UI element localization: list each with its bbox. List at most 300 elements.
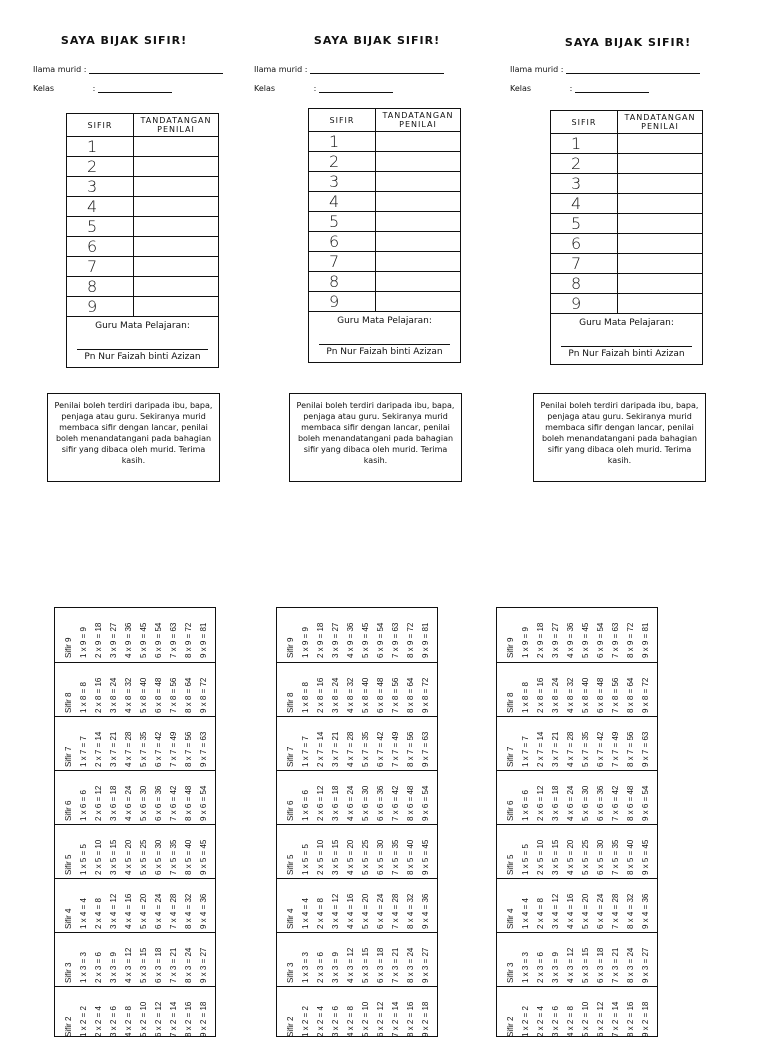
table-line: 6 x 6 = 36 [376,785,385,821]
table-line: 2 x 5 = 10 [536,839,545,875]
table-line: 7 x 3 = 21 [169,947,178,983]
table-line: 3 x 7 = 21 [331,731,340,767]
times-table-text [277,879,437,933]
table-line: 8 x 8 = 64 [406,677,415,713]
table-line: 1 x 2 = 2 [79,1006,88,1037]
times-table-block [55,716,215,770]
sign-cell[interactable] [618,214,703,234]
times-table-strip-1 [54,607,216,1037]
table-line: 4 x 2 = 8 [346,1006,355,1037]
times-table-block [55,608,215,662]
table-line: 5 x 7 = 35 [139,731,148,767]
table-title: Sifir 8 [286,692,295,713]
teacher-label: Guru Mata Pelajaran: [579,318,674,328]
table-line: 7 x 3 = 21 [391,947,400,983]
sign-cell[interactable] [376,252,461,272]
table-line: 5 x 8 = 40 [361,677,370,713]
sign-cell[interactable] [134,277,219,297]
table-line: 3 x 4 = 12 [109,893,118,929]
table-line: 2 x 6 = 12 [316,785,325,821]
table-line: 1 x 3 = 3 [301,952,310,983]
assessor-note: Penilai boleh terdiri daripada ibu, bapa, penjaga atau guru. Sekiranya murid membaca sifir dengan lancar, penilai boleh menandatangani pada bahagian sifir yang dibaca oleh murid. Terima kasih. [289,393,462,482]
table-line: 2 x 4 = 8 [94,898,103,929]
row-number: 1 [67,137,134,157]
sign-cell[interactable] [134,257,219,277]
table-line: 3 x 3 = 9 [109,952,118,983]
table-line: 4 x 6 = 24 [346,785,355,821]
table-line: 5 x 9 = 45 [581,622,590,658]
table-line: 4 x 6 = 24 [566,785,575,821]
table-line: 7 x 5 = 35 [611,839,620,875]
sign-cell[interactable] [618,154,703,174]
row-number: 8 [551,274,618,294]
table-line: 1 x 3 = 3 [521,952,530,983]
sign-cell[interactable] [618,194,703,214]
teacher-box [551,314,703,365]
table-line: 1 x 8 = 8 [301,682,310,713]
row-number: 6 [551,234,618,254]
sign-cell[interactable] [134,297,219,317]
table-line: 5 x 4 = 20 [581,893,590,929]
table-line: 3 x 4 = 12 [551,893,560,929]
table-line: 9 x 9 = 81 [199,622,208,658]
table-line: 5 x 3 = 15 [361,947,370,983]
sign-cell[interactable] [376,192,461,212]
table-line: 4 x 9 = 36 [346,622,355,658]
times-table-block [497,716,657,770]
table-line: 5 x 5 = 25 [139,839,148,875]
table-title: Sifir 8 [64,692,73,713]
table-line: 6 x 5 = 30 [376,839,385,875]
times-table-text [277,933,437,987]
times-table-block [497,932,657,986]
table-line: 1 x 9 = 9 [79,627,88,658]
times-table-block [277,608,437,662]
times-table-block [277,878,437,932]
table-line: 6 x 4 = 24 [376,893,385,929]
table-line: 9 x 8 = 72 [421,677,430,713]
table-line: 1 x 8 = 8 [79,682,88,713]
table-line: 2 x 5 = 10 [94,839,103,875]
table-line: 3 x 9 = 27 [551,622,560,658]
table-line: 5 x 7 = 35 [581,731,590,767]
row-number: 4 [67,197,134,217]
times-table-text [497,879,657,933]
table-line: 5 x 9 = 45 [139,622,148,658]
class-input-line[interactable] [98,85,172,93]
table-line: 7 x 9 = 63 [391,622,400,658]
class-input-line[interactable] [319,85,393,93]
table-line: 8 x 2 = 16 [184,1001,193,1037]
table-line: 9 x 9 = 81 [421,622,430,658]
sign-cell[interactable] [376,172,461,192]
times-table-block [277,824,437,878]
row-number: 1 [551,134,618,154]
row-number: 6 [67,237,134,257]
worksheet-title: SAYA BIJAK SIFIR! [313,34,441,47]
table-line: 9 x 4 = 36 [641,893,650,929]
times-table-text [55,987,215,1041]
table-line: 9 x 3 = 27 [641,947,650,983]
sign-cell[interactable] [134,157,219,177]
table-line: 1 x 5 = 5 [301,844,310,875]
table-line: 2 x 7 = 14 [536,731,545,767]
times-table-block [277,932,437,986]
table-line: 7 x 6 = 42 [391,785,400,821]
sign-cell[interactable] [376,272,461,292]
table-line: 5 x 4 = 20 [361,893,370,929]
table-line: 1 x 7 = 7 [521,736,530,767]
table-line: 3 x 4 = 12 [331,893,340,929]
times-table-text [277,717,437,771]
table-line: 4 x 7 = 28 [124,731,133,767]
times-table-text [55,717,215,771]
table-line: 4 x 3 = 12 [346,947,355,983]
table-line: 6 x 7 = 42 [596,731,605,767]
table-line: 8 x 4 = 32 [406,893,415,929]
table-line: 3 x 9 = 27 [331,622,340,658]
table-line: 3 x 5 = 15 [551,839,560,875]
table-line: 7 x 7 = 49 [611,731,620,767]
table-line: 7 x 2 = 14 [611,1001,620,1037]
table-line: 9 x 3 = 27 [421,947,430,983]
table-line: 2 x 2 = 4 [536,1006,545,1037]
table-line: 4 x 8 = 32 [346,677,355,713]
table-line: 9 x 6 = 54 [199,785,208,821]
table-line: 7 x 5 = 35 [391,839,400,875]
sign-cell[interactable] [134,177,219,197]
times-table-text [497,771,657,825]
table-line: 3 x 8 = 24 [551,677,560,713]
name-field [254,65,444,74]
sign-cell[interactable] [376,152,461,172]
table-line: 1 x 5 = 5 [521,844,530,875]
sign-cell[interactable] [618,234,703,254]
table-title: Sifir 5 [506,854,515,875]
table-line: 6 x 5 = 30 [154,839,163,875]
table-line: 5 x 2 = 10 [139,1001,148,1037]
table-title: Sifir 6 [286,800,295,821]
table-line: 9 x 2 = 18 [199,1001,208,1037]
sign-cell[interactable] [134,217,219,237]
sign-cell[interactable] [134,237,219,257]
times-table-block [497,878,657,932]
table-line: 8 x 5 = 40 [626,839,635,875]
teacher-name: Pn Nur Faizah binti Azizan [326,347,443,357]
table-line: 9 x 4 = 36 [421,893,430,929]
row-number: 2 [309,152,376,172]
table-line: 7 x 7 = 49 [169,731,178,767]
table-title: Sifir 9 [286,637,295,658]
times-table-text [55,933,215,987]
table-line: 2 x 9 = 18 [316,622,325,658]
teacher-signature-line[interactable] [77,349,208,350]
table-line: 1 x 2 = 2 [521,1006,530,1037]
table-title: Sifir 9 [64,637,73,658]
times-table-block [277,662,437,716]
table-line: 7 x 4 = 28 [611,893,620,929]
table-line: 6 x 9 = 54 [154,622,163,658]
table-line: 8 x 8 = 64 [626,677,635,713]
times-table-text [497,987,657,1041]
table-line: 3 x 5 = 15 [331,839,340,875]
table-line: 1 x 4 = 4 [79,898,88,929]
name-label: Ilama murid : [33,65,87,74]
sign-cell[interactable] [134,197,219,217]
table-line: 3 x 3 = 9 [331,952,340,983]
name-label: Ilama murid : [254,65,308,74]
teacher-box [309,312,461,363]
row-number: 7 [67,257,134,277]
row-number: 8 [309,272,376,292]
table-title: Sifir 7 [506,746,515,767]
table-line: 8 x 3 = 24 [406,947,415,983]
table-line: 8 x 6 = 48 [406,785,415,821]
table-line: 1 x 7 = 7 [301,736,310,767]
table-line: 6 x 5 = 30 [596,839,605,875]
table-line: 8 x 9 = 72 [406,622,415,658]
table-title: Sifir 3 [64,962,73,983]
table-title: Sifir 5 [286,854,295,875]
table-line: 8 x 6 = 48 [626,785,635,821]
sifir-table [308,108,461,363]
times-table-block [497,986,657,1040]
times-table-block [55,932,215,986]
table-line: 5 x 7 = 35 [361,731,370,767]
col-sifir: SIFIR [67,114,134,137]
times-table-block [277,716,437,770]
sign-cell[interactable] [618,174,703,194]
times-table-block [55,662,215,716]
times-table-text [497,663,657,717]
table-line: 2 x 5 = 10 [316,839,325,875]
times-table-block [55,770,215,824]
table-line: 9 x 7 = 63 [641,731,650,767]
class-field [33,84,172,93]
table-line: 9 x 2 = 18 [641,1001,650,1037]
table-line: 3 x 6 = 18 [109,785,118,821]
times-table-block [497,608,657,662]
table-line: 4 x 5 = 20 [124,839,133,875]
table-line: 6 x 2 = 12 [596,1001,605,1037]
times-table-text [55,663,215,717]
name-label: Ilama murid : [510,65,564,74]
times-table-text [277,771,437,825]
teacher-name: Pn Nur Faizah binti Azizan [84,352,201,362]
times-table-block [497,824,657,878]
table-line: 5 x 9 = 45 [361,622,370,658]
table-line: 5 x 6 = 30 [139,785,148,821]
row-number: 4 [551,194,618,214]
table-title: Sifir 4 [64,908,73,929]
row-number: 5 [309,212,376,232]
times-table-block [277,770,437,824]
table-line: 3 x 9 = 27 [109,622,118,658]
sign-cell[interactable] [376,212,461,232]
row-number: 8 [67,277,134,297]
table-line: 1 x 6 = 6 [301,790,310,821]
times-table-text [55,608,215,662]
table-line: 4 x 8 = 32 [566,677,575,713]
table-title: Sifir 7 [64,746,73,767]
table-line: 3 x 7 = 21 [551,731,560,767]
name-field [33,65,223,74]
table-line: 8 x 8 = 64 [184,677,193,713]
table-line: 9 x 8 = 72 [641,677,650,713]
table-title: Sifir 4 [286,908,295,929]
row-number: 9 [551,294,618,314]
table-line: 7 x 9 = 63 [611,622,620,658]
row-number: 5 [551,214,618,234]
table-line: 2 x 6 = 12 [536,785,545,821]
class-field [254,84,393,93]
table-line: 8 x 7 = 56 [184,731,193,767]
teacher-signature-line[interactable] [319,344,450,345]
sign-cell[interactable] [618,134,703,154]
table-title: Sifir 2 [64,1016,73,1037]
table-line: 7 x 4 = 28 [391,893,400,929]
table-line: 7 x 2 = 14 [391,1001,400,1037]
table-line: 3 x 6 = 18 [551,785,560,821]
table-line: 4 x 6 = 24 [124,785,133,821]
table-title: Sifir 3 [506,962,515,983]
col-sifir: SIFIR [551,111,618,134]
table-title: Sifir 2 [506,1016,515,1037]
assessor-note: Penilai boleh terdiri daripada ibu, bapa, penjaga atau guru. Sekiranya murid membaca sifir dengan lancar, penilai boleh menandatangani pada bahagian sifir yang dibaca oleh murid. Terima kasih. [47,393,220,482]
table-line: 9 x 5 = 45 [199,839,208,875]
table-line: 9 x 6 = 54 [641,785,650,821]
sign-cell[interactable] [376,232,461,252]
table-line: 8 x 3 = 24 [184,947,193,983]
table-line: 1 x 9 = 9 [301,627,310,658]
table-line: 1 x 4 = 4 [521,898,530,929]
name-input-line[interactable] [566,66,700,74]
table-line: 5 x 5 = 25 [361,839,370,875]
worksheet-title: SAYA BIJAK SIFIR! [564,36,692,49]
sign-cell[interactable] [618,294,703,314]
class-input-line[interactable] [575,85,649,93]
table-line: 4 x 7 = 28 [566,731,575,767]
col-sign: TANDATANGAN PENILAI [134,114,219,137]
table-line: 5 x 2 = 10 [361,1001,370,1037]
table-line: 6 x 3 = 18 [596,947,605,983]
times-table-text [497,825,657,879]
table-line: 4 x 5 = 20 [346,839,355,875]
name-field [510,65,700,74]
table-line: 6 x 4 = 24 [596,893,605,929]
table-line: 4 x 5 = 20 [566,839,575,875]
col-sifir: SIFIR [309,109,376,132]
table-line: 6 x 2 = 12 [154,1001,163,1037]
times-table-text [497,608,657,662]
table-line: 7 x 2 = 14 [169,1001,178,1037]
table-title: Sifir 3 [286,962,295,983]
sign-cell[interactable] [376,132,461,152]
table-line: 5 x 3 = 15 [581,947,590,983]
table-line: 6 x 8 = 48 [596,677,605,713]
table-line: 5 x 4 = 20 [139,893,148,929]
table-line: 6 x 7 = 42 [154,731,163,767]
table-line: 6 x 4 = 24 [154,893,163,929]
times-table-strip-3 [496,607,658,1037]
table-line: 1 x 7 = 7 [79,736,88,767]
table-line: 9 x 7 = 63 [421,731,430,767]
name-input-line[interactable] [89,66,223,74]
sign-cell[interactable] [134,137,219,157]
teacher-signature-line[interactable] [561,346,692,347]
table-line: 2 x 3 = 6 [536,952,545,983]
times-table-text [497,933,657,987]
table-line: 5 x 6 = 30 [581,785,590,821]
table-line: 4 x 9 = 36 [566,622,575,658]
teacher-label: Guru Mata Pelajaran: [337,316,432,326]
table-title: Sifir 6 [64,800,73,821]
row-number: 4 [309,192,376,212]
table-line: 7 x 3 = 21 [611,947,620,983]
col-sign: TANDATANGAN PENILAI [376,109,461,132]
table-line: 7 x 9 = 63 [169,622,178,658]
table-title: Sifir 7 [286,746,295,767]
class-label: Kelas [254,84,276,93]
times-table-block [55,878,215,932]
table-line: 6 x 8 = 48 [376,677,385,713]
table-line: 5 x 3 = 15 [139,947,148,983]
table-line: 6 x 6 = 36 [596,785,605,821]
sign-cell[interactable] [376,292,461,312]
table-line: 4 x 2 = 8 [566,1006,575,1037]
times-table-block [55,986,215,1040]
row-number: 7 [309,252,376,272]
table-title: Sifir 4 [506,908,515,929]
row-number: 9 [309,292,376,312]
table-line: 4 x 2 = 8 [124,1006,133,1037]
table-line: 2 x 8 = 16 [536,677,545,713]
sifir-table [66,113,219,368]
teacher-box [67,317,219,368]
table-line: 3 x 6 = 18 [331,785,340,821]
row-number: 3 [67,177,134,197]
table-line: 6 x 9 = 54 [596,622,605,658]
teacher-name: Pn Nur Faizah binti Azizan [568,349,685,359]
name-input-line[interactable] [310,66,444,74]
table-line: 9 x 6 = 54 [421,785,430,821]
times-table-text [277,987,437,1041]
times-table-block [277,986,437,1040]
table-line: 2 x 4 = 8 [316,898,325,929]
class-field [510,84,649,93]
table-line: 5 x 8 = 40 [581,677,590,713]
row-number: 1 [309,132,376,152]
table-line: 5 x 5 = 25 [581,839,590,875]
table-line: 3 x 2 = 6 [551,1006,560,1037]
table-line: 1 x 8 = 8 [521,682,530,713]
table-line: 2 x 7 = 14 [316,731,325,767]
sign-cell[interactable] [618,254,703,274]
table-line: 2 x 8 = 16 [94,677,103,713]
sign-cell[interactable] [618,274,703,294]
table-line: 7 x 6 = 42 [169,785,178,821]
table-line: 6 x 3 = 18 [376,947,385,983]
table-line: 5 x 2 = 10 [581,1001,590,1037]
table-line: 2 x 4 = 8 [536,898,545,929]
row-number: 2 [67,157,134,177]
table-line: 1 x 4 = 4 [301,898,310,929]
table-title: Sifir 6 [506,800,515,821]
row-number: 3 [309,172,376,192]
table-line: 8 x 4 = 32 [626,893,635,929]
table-line: 6 x 3 = 18 [154,947,163,983]
table-line: 9 x 5 = 45 [641,839,650,875]
